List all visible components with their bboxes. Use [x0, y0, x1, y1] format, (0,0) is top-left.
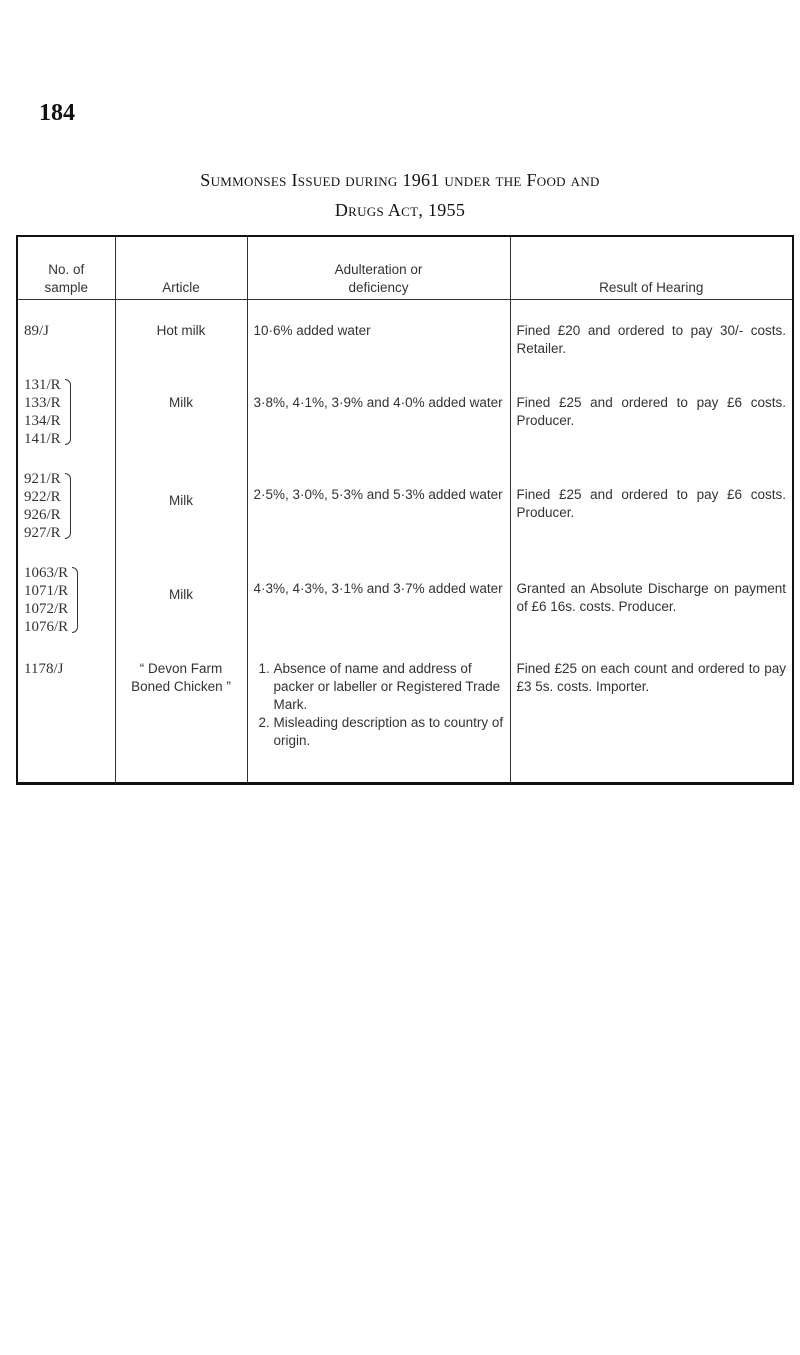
adulteration-cell: 10·6% added water — [247, 300, 510, 373]
brace-icon — [72, 567, 78, 633]
sample-number: 926/R — [24, 507, 61, 523]
sample-number: 133/R — [24, 395, 61, 411]
article-cell — [115, 372, 247, 458]
sample-number: 89/J — [24, 323, 50, 339]
sample-number: 927/R — [24, 525, 61, 541]
result-cell — [510, 458, 793, 552]
sample-number: 141/R — [24, 431, 61, 447]
summonses-table — [16, 235, 794, 785]
article-cell — [115, 552, 247, 646]
title-line-1: Summonses Issued during 1961 under the Food and — [200, 170, 600, 190]
sample-number: 134/R — [24, 413, 61, 429]
adulteration-cell — [247, 646, 510, 784]
brace-icon — [65, 473, 71, 539]
sample-number: 922/R — [24, 489, 61, 505]
sample-number: 1071/R — [24, 583, 69, 599]
adulteration-cell — [247, 458, 510, 552]
list-item: 1. Absence of name and address of packer or labeller or Registered Trade Mark. — [274, 660, 504, 714]
table-row — [17, 646, 793, 784]
sample-number: 1072/R — [24, 601, 69, 617]
adulteration-text: 4·3%, 4·3%, 3·1% and 3·7% added water — [253, 581, 503, 596]
result-cell — [510, 372, 793, 458]
sample-number: 1063/R — [24, 565, 69, 581]
header-article: Article — [115, 236, 247, 300]
sample-cell — [17, 458, 115, 552]
header-sample: No. of sample — [17, 236, 115, 300]
article-cell — [115, 458, 247, 552]
adulteration-text: 3·8%, 4·1%, 3·9% and 4·0% added water — [253, 395, 503, 410]
adulteration-text: 2·5%, 3·0%, 5·3% and 5·3% added water — [253, 487, 503, 502]
adulteration-cell — [247, 372, 510, 458]
result-cell: Fined £25 on each count and ordered to pay £3 5s. costs. Importer. — [510, 646, 793, 784]
article-cell: Hot milk — [115, 300, 247, 373]
sample-number: 1178/J — [24, 661, 64, 677]
table-row — [17, 458, 793, 552]
sample-number: 1076/R — [24, 619, 69, 635]
header-result: Result of Hearing — [510, 236, 793, 300]
article-text: Milk — [169, 395, 193, 410]
sample-cell — [17, 300, 115, 373]
table-row — [17, 552, 793, 646]
list-item: 2. Misleading description as to country of origin. — [274, 714, 504, 750]
result-text: Granted an Absolute Discharge on payment of £6 16s. costs. Producer. — [516, 581, 786, 614]
title-line-2: Drugs Act, 1955 — [334, 200, 466, 220]
document-title — [0, 165, 800, 225]
sample-cell — [17, 372, 115, 458]
adulteration-cell — [247, 552, 510, 646]
table-row — [17, 372, 793, 458]
result-text: Fined £25 and ordered to pay £6 costs. Producer. — [516, 395, 786, 428]
page-number: 184 — [39, 100, 75, 126]
table-row — [17, 300, 793, 373]
result-cell: Fined £20 and ordered to pay 30/- costs. Retailer. — [510, 300, 793, 373]
header-adulteration: Adulteration or deficiency — [247, 236, 510, 300]
sample-cell — [17, 552, 115, 646]
sample-cell — [17, 646, 115, 784]
sample-number: 921/R — [24, 471, 61, 487]
result-cell — [510, 552, 793, 646]
article-text: Milk — [169, 493, 193, 508]
article-text: Milk — [169, 587, 193, 602]
result-text: Fined £25 and ordered to pay £6 costs. Producer. — [516, 487, 786, 520]
table-header-row — [17, 236, 793, 300]
adulteration-list — [254, 660, 504, 750]
brace-icon — [65, 379, 71, 445]
article-cell: “ Devon Farm Boned Chicken ” — [115, 646, 247, 784]
sample-number: 131/R — [24, 377, 61, 393]
